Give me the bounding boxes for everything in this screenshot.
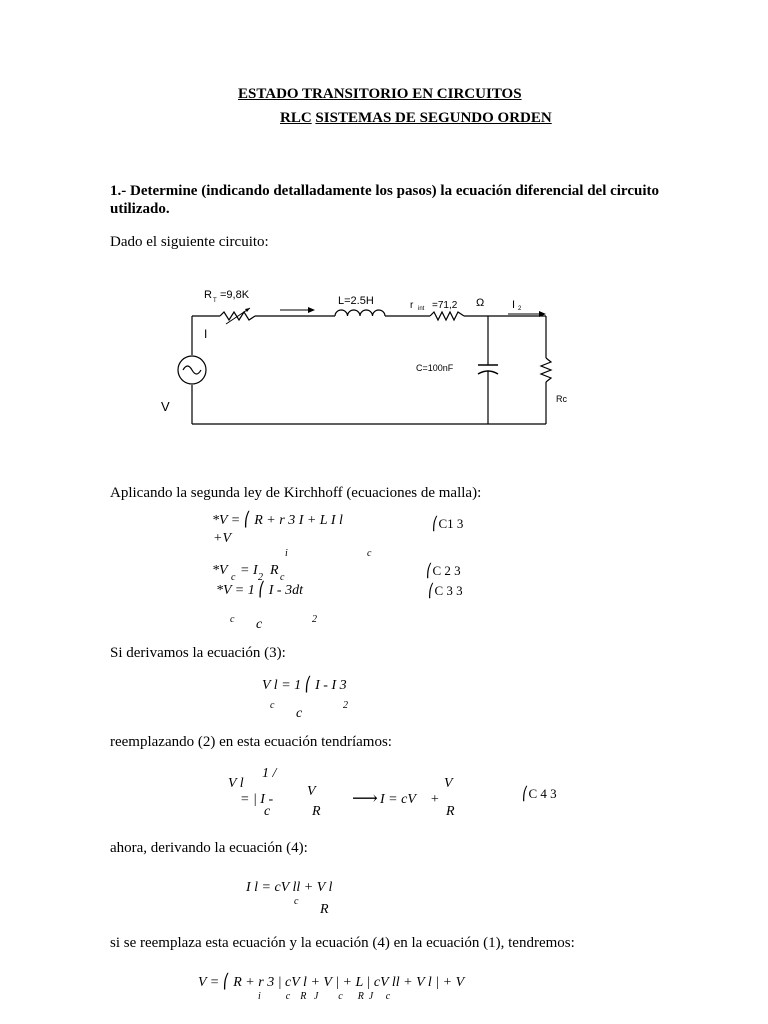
equation-1-sub-i: i (285, 548, 288, 559)
title-second-order: SISTEMAS DE SEGUNDO ORDEN (315, 110, 552, 126)
equation-5-rhs-rc: R (446, 804, 455, 819)
label-i2: I (512, 299, 516, 311)
label-l: L=2.5H (338, 295, 374, 307)
equation-derivative-3-sub-2: 2 (343, 700, 348, 711)
label-rt-sub: T (213, 298, 217, 304)
equation-1-sub-c: c (367, 548, 372, 559)
label-i: I (204, 327, 208, 341)
equation-derivative-3-sub-c: c (270, 700, 275, 711)
equation-3-sub-2: 2 (312, 614, 317, 625)
equation-2-sub-c: c (231, 572, 236, 583)
label-rint-sub: int (418, 306, 425, 312)
label-rc: Rc (556, 394, 567, 404)
equation-6: I l = cV ll + V l (246, 880, 333, 895)
title-line-1: ESTADO TRANSITORIO EN CIRCUITOS (238, 86, 522, 102)
equation-5-arrow: ⟶ (352, 788, 378, 808)
dado-text: Dado el siguiente circuito: (110, 234, 269, 250)
equation-2-r: R (270, 563, 279, 578)
equation-5-rhs: I = cV (380, 792, 416, 807)
equation-3-sub-c: c (230, 614, 235, 625)
equation-5-lhs: V l (228, 776, 244, 791)
label-rt: R (204, 289, 212, 301)
label-rint-val: =71,2 (432, 300, 458, 311)
equation-5-den: c (264, 804, 271, 819)
equation-3: *V = 1 ⎛ I - 3dt (216, 583, 303, 598)
equation-5-vc: V (307, 784, 316, 799)
equation-1-ref: ⎛C1 3 (432, 516, 464, 531)
equation-1: *V = ⎛ R + r 3 I + L I l (212, 513, 343, 528)
question-1: 1.- Determine (indicando detalladamente los pasos) la ecuación diferencial del circuito utilizado. (110, 183, 659, 217)
label-rt-val: =9,8K (220, 289, 250, 301)
derivamos-text: Si derivamos la ecuación (3): (110, 645, 286, 661)
equation-5-rc: R (312, 804, 321, 819)
label-ohm: Ω (476, 297, 485, 309)
equation-6-sub-c: c (294, 896, 299, 907)
equation-5-one: 1 / (262, 766, 277, 781)
label-rint: r (410, 300, 414, 311)
equation-6-rc: R (320, 902, 329, 917)
title-line-2 (280, 110, 552, 127)
equation-5-ref: ⎛C 4 3 (522, 786, 557, 801)
equation-2-ref: ⎛C 2 3 (426, 563, 461, 578)
equation-2-rest: = I (240, 563, 258, 578)
equation-5-rhs-vc: V (444, 776, 453, 791)
equation-derivative-3-den: c (296, 706, 303, 721)
equation-3-den: c (256, 617, 263, 632)
kirchhoff-text: Aplicando la segunda ley de Kirchhoff (ecuaciones de malla): (110, 485, 482, 501)
equation-3-ref: ⎛C 3 3 (428, 583, 463, 598)
equation-2-sub-rc: c (280, 572, 285, 583)
equation-5-eq: = | I - (240, 792, 274, 807)
reemplazando-text: reemplazando (2) en esta ecuación tendríamos: (110, 734, 392, 750)
circuit-diagram (150, 280, 590, 440)
ahora-text: ahora, derivando la ecuación (4): (110, 840, 308, 856)
label-v: V (161, 399, 170, 414)
equation-1-tail: +V (213, 531, 231, 546)
label-i2-sub: 2 (518, 306, 522, 312)
title-rlc: RLC (280, 110, 312, 126)
equation-derivative-3: V l = 1 ⎛ I - I 3 (262, 678, 347, 693)
equation-2-sub-2: 2 (258, 572, 263, 583)
label-c: C=100nF (416, 363, 454, 373)
equation-2: *V (212, 563, 228, 578)
equation-7: V = ⎛ R + r 3 | cV l + V | + L | cV ll + V l | + V (198, 975, 465, 990)
equation-7-subs: i c R J c R J c (258, 991, 391, 1002)
si-reemplaza-text: si se reemplaza esta ecuación y la ecuación (4) en la ecuación (1), tendremos: (110, 935, 575, 951)
equation-5-plus: + (430, 792, 440, 807)
